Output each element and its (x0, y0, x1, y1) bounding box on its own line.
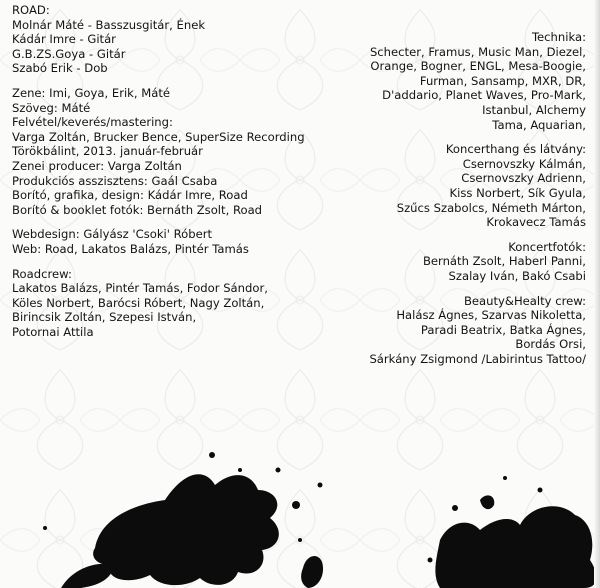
credit-line: Zene: Imi, Goya, Erik, Máté (12, 85, 171, 100)
credit-line: Törökbálint, 2013. január-február (12, 144, 203, 159)
band-member: G.B.ZS.Goya - Gitár (12, 46, 126, 61)
roadcrew-heading: Roadcrew: (12, 266, 72, 281)
koncertfotok-line: Bernáth Zsolt, Haberl Panni, (422, 254, 586, 269)
technika-line: Schecter, Framus, Music Man, Diezel, (369, 44, 586, 59)
credit-line: Felvétel/keverés/mastering: (12, 115, 173, 130)
right-credits-column (306, 30, 586, 366)
credit-line: Szöveg: Máté (12, 100, 91, 115)
beauty-crew-heading: Beauty&Healty crew: (463, 293, 586, 308)
technika-line: Tama, Aquarian, (492, 117, 586, 132)
left-credits-column (12, 3, 352, 339)
web-credit-line: Webdesign: Gályász 'Csoki' Róbert (12, 227, 213, 242)
technika-line: Orange, Bogner, ENGL, Mesa-Boogie, (370, 59, 586, 74)
koncerthang-line: Krokavecz Tamás (486, 215, 586, 230)
koncertfotok-heading: Koncertfotók: (508, 239, 586, 254)
koncertfotok-line: Szalay Iván, Bakó Csabi (448, 268, 586, 283)
technika-heading: Technika: (531, 30, 586, 44)
band-heading: ROAD: (12, 3, 50, 17)
credit-line: Produkciós asszisztens: Gaál Csaba (12, 173, 218, 188)
technika-line: D'addario, Planet Waves, Pro-Mark, (382, 88, 586, 103)
roadcrew-line: Köles Norbert, Barócsi Róbert, Nagy Zoltán, (12, 295, 265, 310)
band-member: Szabó Erik - Dob (12, 61, 108, 76)
koncerthang-line: Kiss Norbert, Sík Gyula, (449, 185, 586, 200)
credit-line: Varga Zoltán, Brucker Bence, SuperSize Recording (12, 129, 305, 144)
koncerthang-line: Csernovszky Kálmán, (462, 156, 586, 171)
koncerthang-line: Csernovszky Adrienn, (461, 171, 586, 186)
roadcrew-line: Potornai Attila (12, 324, 94, 339)
credit-line: Borító, grafika, design: Kádár Imre, Road (12, 188, 248, 203)
beauty-crew-line: Bordás Orsi, (515, 337, 586, 352)
credit-line: Zenei producer: Varga Zoltán (12, 158, 182, 173)
credit-line: Borító & booklet fotók: Bernáth Zsolt, Road (12, 202, 263, 217)
band-member: Molnár Máté - Basszusgitár, Ének (12, 17, 206, 32)
technika-line: Furman, Sansamp, MXR, DR, (419, 73, 586, 88)
roadcrew-line: Birincsik Zoltán, Szepesi István, (12, 310, 197, 325)
roadcrew-line: Lakatos Balázs, Pintér Tamás, Fodor Sándor, (12, 281, 268, 296)
band-member: Kádár Imre - Gitár (12, 32, 116, 47)
beauty-crew-line: Halász Ágnes, Szarvas Nikoletta, (396, 308, 586, 323)
technika-line: Istanbul, Alchemy (482, 102, 586, 117)
beauty-crew-line: Sárkány Zsigmond /Labirintus Tattoo/ (369, 351, 586, 366)
koncerthang-heading: Koncerthang és látvány: (445, 142, 586, 157)
page-fold-shadow (594, 0, 600, 588)
koncerthang-line: Szűcs Szabolcs, Németh Márton, (396, 200, 586, 215)
web-credit-line: Web: Road, Lakatos Balázs, Pintér Tamás (12, 241, 249, 256)
beauty-crew-line: Paradi Beatrix, Batka Ágnes, (420, 322, 586, 337)
